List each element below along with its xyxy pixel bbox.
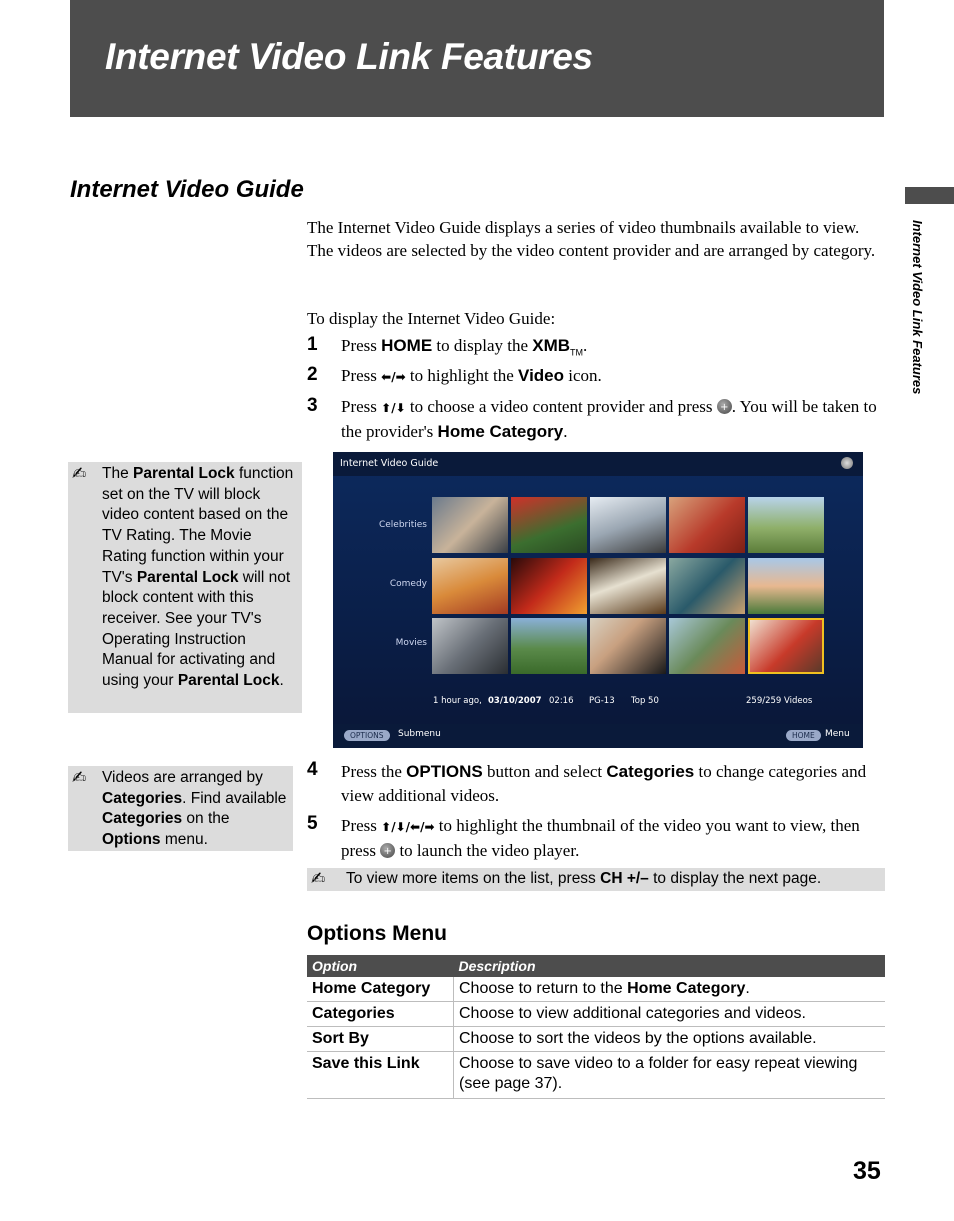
step-number: 1 xyxy=(307,334,318,355)
tv-info-duration: 02:16 xyxy=(549,696,574,706)
options-pill-label: Submenu xyxy=(398,729,441,739)
page-number: 35 xyxy=(853,1157,881,1185)
enter-button-icon xyxy=(717,399,732,414)
note-parental-lock: ✍ The Parental Lock function set on the TV will block video content based on the TV Rating. The Movie Rating function within your TV's Parental Lock will not block content with this receiver. See your TV's Operating Instruction Manual for activating and using your Parental Lock. xyxy=(68,462,302,713)
options-pill: OPTIONS xyxy=(344,730,390,741)
tv-info-rating: PG-13 xyxy=(589,696,615,706)
video-thumbnail[interactable] xyxy=(590,558,666,614)
tv-category-label: Comedy xyxy=(389,579,427,589)
video-thumbnail[interactable] xyxy=(432,558,508,614)
note-pencil-icon: ✍ xyxy=(72,768,87,788)
table-row: Categories Choose to view additional categories and videos. xyxy=(307,1002,885,1027)
intro-lead: To display the Internet Video Guide: xyxy=(307,309,556,328)
enter-button-icon xyxy=(380,843,395,858)
video-thumbnail[interactable] xyxy=(511,497,587,553)
tv-info-time-ago: 1 hour ago, xyxy=(433,696,482,706)
table-header-description: Description xyxy=(454,955,886,977)
section-title: Internet Video Guide xyxy=(70,176,304,203)
tv-screen-title: Internet Video Guide xyxy=(340,458,439,469)
video-thumbnail[interactable] xyxy=(511,618,587,674)
tv-category-label: Celebrities xyxy=(378,520,427,530)
step-number: 3 xyxy=(307,395,318,416)
home-pill-label: Menu xyxy=(825,729,850,739)
step-2-text: Press ⬅/➡ to highlight the Video icon. xyxy=(341,366,602,385)
note-pencil-icon: ✍ xyxy=(72,464,87,484)
options-menu-title: Options Menu xyxy=(307,922,447,945)
step-3-text: Press ⬆/⬇ to choose a video content provider and press +. You will be taken to the provider's Home Category. xyxy=(341,395,881,444)
step-1-text: Press HOME to display the $XMB_{TM}$. xyxy=(341,336,588,358)
up-down-arrow-icon: ⬆/⬇ xyxy=(381,401,406,415)
tv-info-count: 259/259 Videos xyxy=(746,696,813,706)
side-tab-marker xyxy=(905,187,954,204)
video-thumbnail[interactable] xyxy=(432,618,508,674)
table-row: Sort By Choose to sort the videos by the options available. xyxy=(307,1027,885,1052)
tv-category-label: Movies xyxy=(395,638,427,648)
video-thumbnail[interactable] xyxy=(590,497,666,553)
video-thumbnail[interactable] xyxy=(590,618,666,674)
step-number: 4 xyxy=(307,759,318,780)
tv-screen-image xyxy=(333,452,863,748)
table-header-option: Option xyxy=(307,955,454,977)
left-right-arrow-icon: ⬅/➡ xyxy=(381,370,406,384)
note-categories: ✍ Videos are arranged by Categories. Find available Categories on the Options menu. xyxy=(68,766,293,851)
video-thumbnail-selected[interactable] xyxy=(748,618,824,674)
table-row: Home Category Choose to return to the Home Category. xyxy=(307,977,885,1002)
note-more-items: ✍ To view more items on the list, press CH +/– to display the next page. xyxy=(307,868,885,891)
video-thumbnail[interactable] xyxy=(432,497,508,553)
provider-logo-icon xyxy=(841,457,853,469)
video-thumbnail[interactable] xyxy=(748,558,824,614)
side-chapter-label: Internet Video Link Features xyxy=(910,220,925,395)
intro-paragraph: The Internet Video Guide displays a series of video thumbnails available to view. The videos are selected by the video content provider and are arranged by category. xyxy=(307,218,876,260)
page-title: Internet Video Link Features xyxy=(105,36,593,77)
video-thumbnail[interactable] xyxy=(511,558,587,614)
direction-arrows-icon: ⬆/⬇/⬅/➡ xyxy=(381,820,435,834)
tv-info-date: 03/10/2007 xyxy=(488,696,542,706)
home-pill: HOME xyxy=(786,730,821,741)
step-4-text: Press the OPTIONS button and select Categories to change categories and view additional videos. xyxy=(341,762,867,805)
step-number: 2 xyxy=(307,364,318,385)
video-thumbnail[interactable] xyxy=(669,618,745,674)
step-5-text: Press ⬆/⬇/⬅/➡ to highlight the thumbnail of the video you want to view, then press + to launch the video player. xyxy=(341,814,881,863)
tv-info-rank: Top 50 xyxy=(631,696,659,706)
options-table xyxy=(307,955,885,1099)
video-thumbnail[interactable] xyxy=(748,497,824,553)
note-pencil-icon: ✍ xyxy=(311,869,326,889)
step-number: 5 xyxy=(307,813,318,834)
table-row: Save this Link Choose to save video to a folder for easy repeat viewing (see page 37). xyxy=(307,1052,885,1099)
video-thumbnail[interactable] xyxy=(669,497,745,553)
video-thumbnail[interactable] xyxy=(669,558,745,614)
